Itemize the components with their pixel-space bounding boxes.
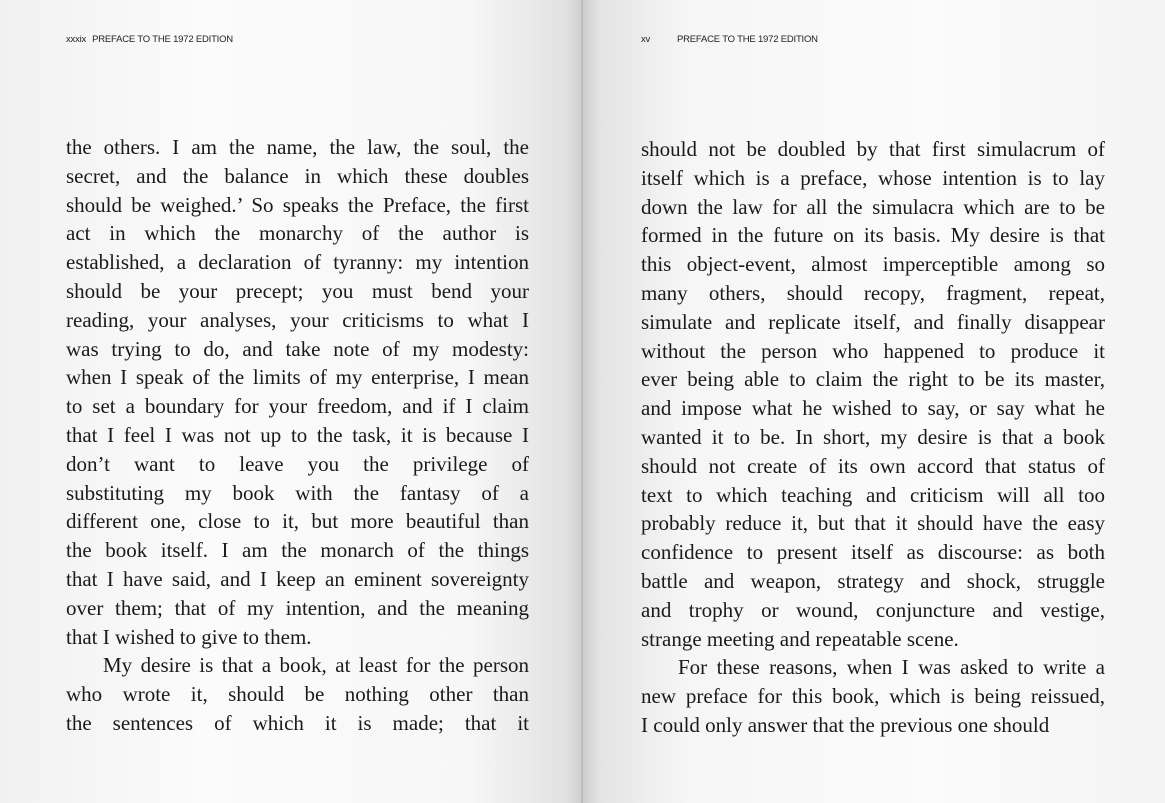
text-line: don’t want to leave you the privilege of — [66, 451, 529, 476]
left-running-head-title: PREFACE TO THE 1972 EDITION — [92, 34, 233, 45]
text-line: simulate and replicate itself, and finally disappear — [641, 309, 1105, 334]
text-line: substituting my book with the fantasy of a — [66, 480, 529, 505]
text-line: the others. I am the name, the law, the soul, the — [66, 135, 529, 159]
text-line: was trying to do, and take note of my modesty: — [66, 336, 529, 361]
text-line: reading, your analyses, your criticisms to what I — [66, 307, 529, 332]
text-line: when I speak of the limits of my enterprise, I mean — [66, 365, 529, 390]
paragraph-start-line: For these reasons, when I was asked to write a — [678, 655, 1105, 680]
text-line: battle and weapon, strategy and shock, struggle — [641, 568, 1105, 593]
text-line: that I feel I was not up to the task, it is because I — [66, 422, 529, 447]
right-running-head — [641, 34, 818, 45]
text-line: to set a boundary for your freedom, and if I claim — [66, 394, 529, 419]
text-line: that I wished to give to them. — [66, 624, 312, 649]
right-body-text — [641, 135, 1105, 740]
text-line: many others, should recopy, fragment, repeat, — [641, 280, 1105, 305]
text-line: over them; that of my intention, and the meaning — [66, 595, 529, 620]
left-running-head — [66, 34, 233, 45]
text-line: act in which the monarchy of the author is — [66, 221, 529, 246]
right-page-number: xv — [641, 34, 651, 45]
text-line: probably reduce it, but that it should have the easy — [641, 511, 1105, 536]
left-page-number: xxxix — [66, 34, 87, 45]
text-line: wanted it to be. In short, my desire is that a book — [641, 424, 1105, 449]
text-line: who wrote it, should be nothing other than — [66, 682, 529, 707]
text-line: and trophy or wound, conjuncture and vestige, — [641, 597, 1105, 622]
text-line: I could only answer that the previous one should — [641, 712, 1050, 737]
text-line: strange meeting and repeatable scene. — [641, 626, 959, 651]
text-line: should not create of its own accord that status of — [641, 453, 1105, 478]
text-line: itself which is a preface, whose intention is to lay — [641, 165, 1105, 190]
right-running-head-title: PREFACE TO THE 1972 EDITION — [677, 34, 818, 45]
left-body-text — [66, 133, 529, 738]
text-line: new preface for this book, which is being reissued, — [641, 684, 1105, 709]
right-page — [583, 0, 1165, 803]
text-line: should be weighed.’ So speaks the Preface, the first — [66, 192, 529, 217]
text-line: different one, close to it, but more beautiful than — [66, 509, 529, 534]
text-line: this object-event, almost imperceptible among so — [641, 252, 1105, 277]
text-line: established, a declaration of tyranny: my intention — [66, 250, 529, 275]
paragraph-start-line: My desire is that a book, at least for the person — [103, 653, 529, 678]
text-line: secret, and the balance in which these doubles — [66, 163, 529, 188]
text-line: and impose what he wished to say, or say what he — [641, 396, 1105, 421]
text-line: down the law for all the simulacra which are to be — [641, 194, 1105, 219]
text-line: formed in the future on its basis. My desire is that — [641, 223, 1105, 248]
text-line: ever being able to claim the right to be its master, — [641, 367, 1105, 392]
text-line: should not be doubled by that first simulacrum of — [641, 137, 1105, 161]
text-line: confidence to present itself as discourse: as both — [641, 540, 1105, 565]
text-line: should be your precept; you must bend your — [66, 278, 529, 303]
left-page — [0, 0, 582, 803]
text-line: that I have said, and I keep an eminent sovereignty — [66, 566, 529, 591]
text-line: without the person who happened to produce it — [641, 338, 1105, 363]
text-line: text to which teaching and criticism will all too — [641, 482, 1105, 507]
text-line: the book itself. I am the monarch of the things — [66, 538, 529, 563]
text-line: the sentences of which it is made; that it — [66, 710, 529, 735]
